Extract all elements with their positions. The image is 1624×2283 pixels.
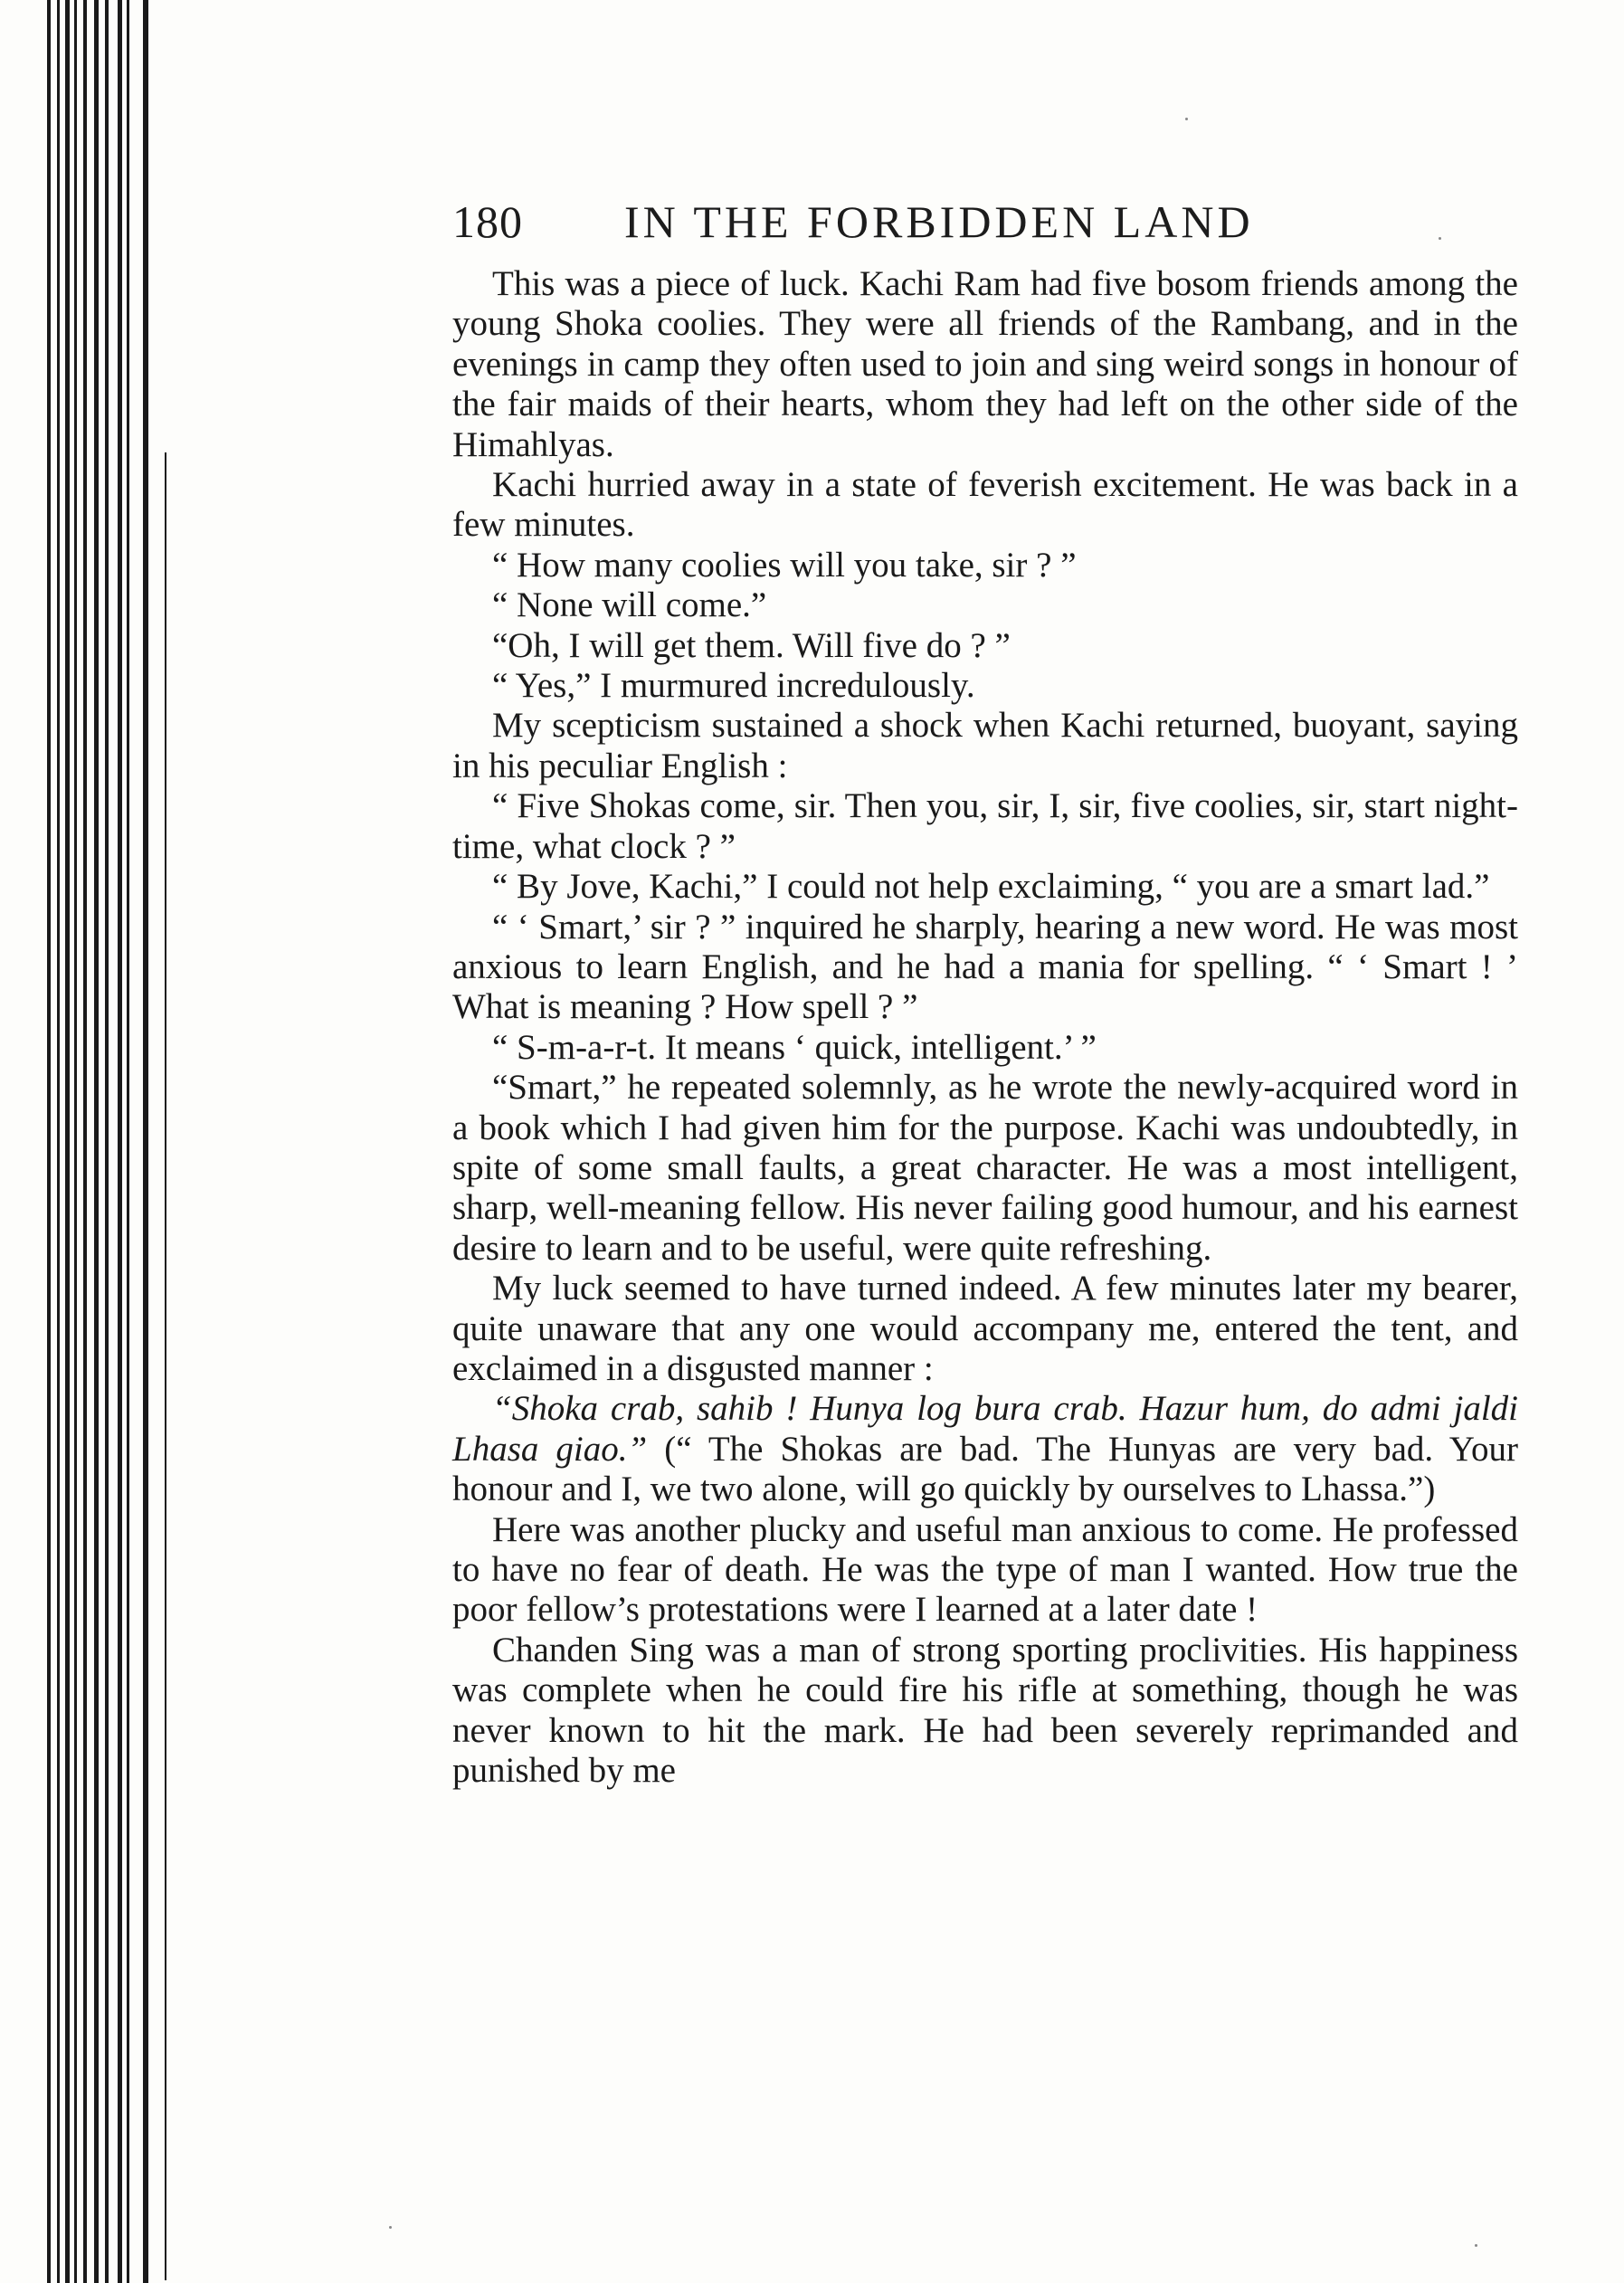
- paper-speck: [1475, 2244, 1477, 2247]
- book-binding-edge: [0, 0, 181, 2283]
- paragraph: [452, 1389, 1518, 1509]
- paragraph: “ None will come.”: [492, 585, 767, 625]
- paragraph: “ S-m-a-r-t. It means ‘ quick, intelligent.’ ”: [492, 1027, 1097, 1067]
- paper-speck: [1185, 118, 1188, 120]
- paragraph: “ By Jove, Kachi,” I could not help exclaiming, “ you are a smart lad.”: [492, 867, 1490, 907]
- paragraph: “ How many coolies will you take, sir ? ”: [492, 545, 1077, 585]
- paragraph: “ Five Shokas come, sir. Then you, sir, I, sir, five coolies, sir, start night-time, what clock ? ”: [452, 786, 1518, 866]
- paragraph: “ Yes,” I murmured incredulously.: [492, 666, 975, 706]
- page-number: 180: [452, 196, 523, 247]
- paragraph: “Smart,” he repeated solemnly, as he wrote the newly-acquired word in a book which I had given him for the purpose. Kachi was undoubtedly, in spite of some small faults, a great character. He was a most intelligent, sharp, well-meaning fellow. His never failing good humour, and his earnest desire to learn and to be useful, were quite refreshing.: [452, 1068, 1518, 1268]
- paper-speck: [1439, 237, 1441, 240]
- hindustani-quote: “Shoka crab, sahib ! Hunya log bura crab. Hazur hum, do admi jaldi Lhasa giao.”: [452, 1389, 1518, 1469]
- paragraph: “Oh, I will get them. Will five do ? ”: [492, 625, 1011, 665]
- paper-speck: [389, 2226, 392, 2229]
- paragraph: Chanden Sing was a man of strong sporting proclivities. His happiness was complete when he could fire his rifle at something, though he was never known to hit the mark. He had been severely reprimanded and punished by me: [452, 1630, 1518, 1791]
- paragraph: This was a piece of luck. Kachi Ram had five bosom friends among the young Shoka coolies. They were all friends of the Rambang, and in the evenings in camp they often used to join and sing weird songs in honour of the fair maids of their hearts, whom they had left on the other side of the Himahlyas.: [452, 264, 1518, 464]
- paragraph: Kachi hurried away in a state of feverish excitement. He was back in a few minutes.: [452, 465, 1518, 545]
- paragraph: My scepticism sustained a shock when Kachi returned, buoyant, saying in his peculiar English :: [452, 706, 1518, 785]
- paragraph: “ ‘ Smart,’ sir ? ” inquired he sharply, hearing a new word. He was most anxious to learn English, and he had a mania for spelling. “ ‘ Smart ! ’ What is meaning ? How spell ? ”: [452, 907, 1518, 1027]
- translation: (“ The Shokas are bad. The Hunyas are very bad. Your honour and I, we two alone, will go quickly by ourselves to Lhassa.”): [452, 1429, 1518, 1509]
- paragraph: My luck seemed to have turned indeed. A few minutes later my bearer, quite unaware that any one would accompany me, entered the tent, and exclaimed in a disgusted manner :: [452, 1269, 1518, 1388]
- paragraph: Here was another plucky and useful man anxious to come. He professed to have no fear of death. He was the type of man I wanted. How true the poor fellow’s protestations were I learned at a later date !: [452, 1509, 1518, 1630]
- running-title: IN THE FORBIDDEN LAND: [624, 196, 1254, 247]
- body-text: [452, 264, 1518, 1791]
- page-header: [452, 194, 1429, 257]
